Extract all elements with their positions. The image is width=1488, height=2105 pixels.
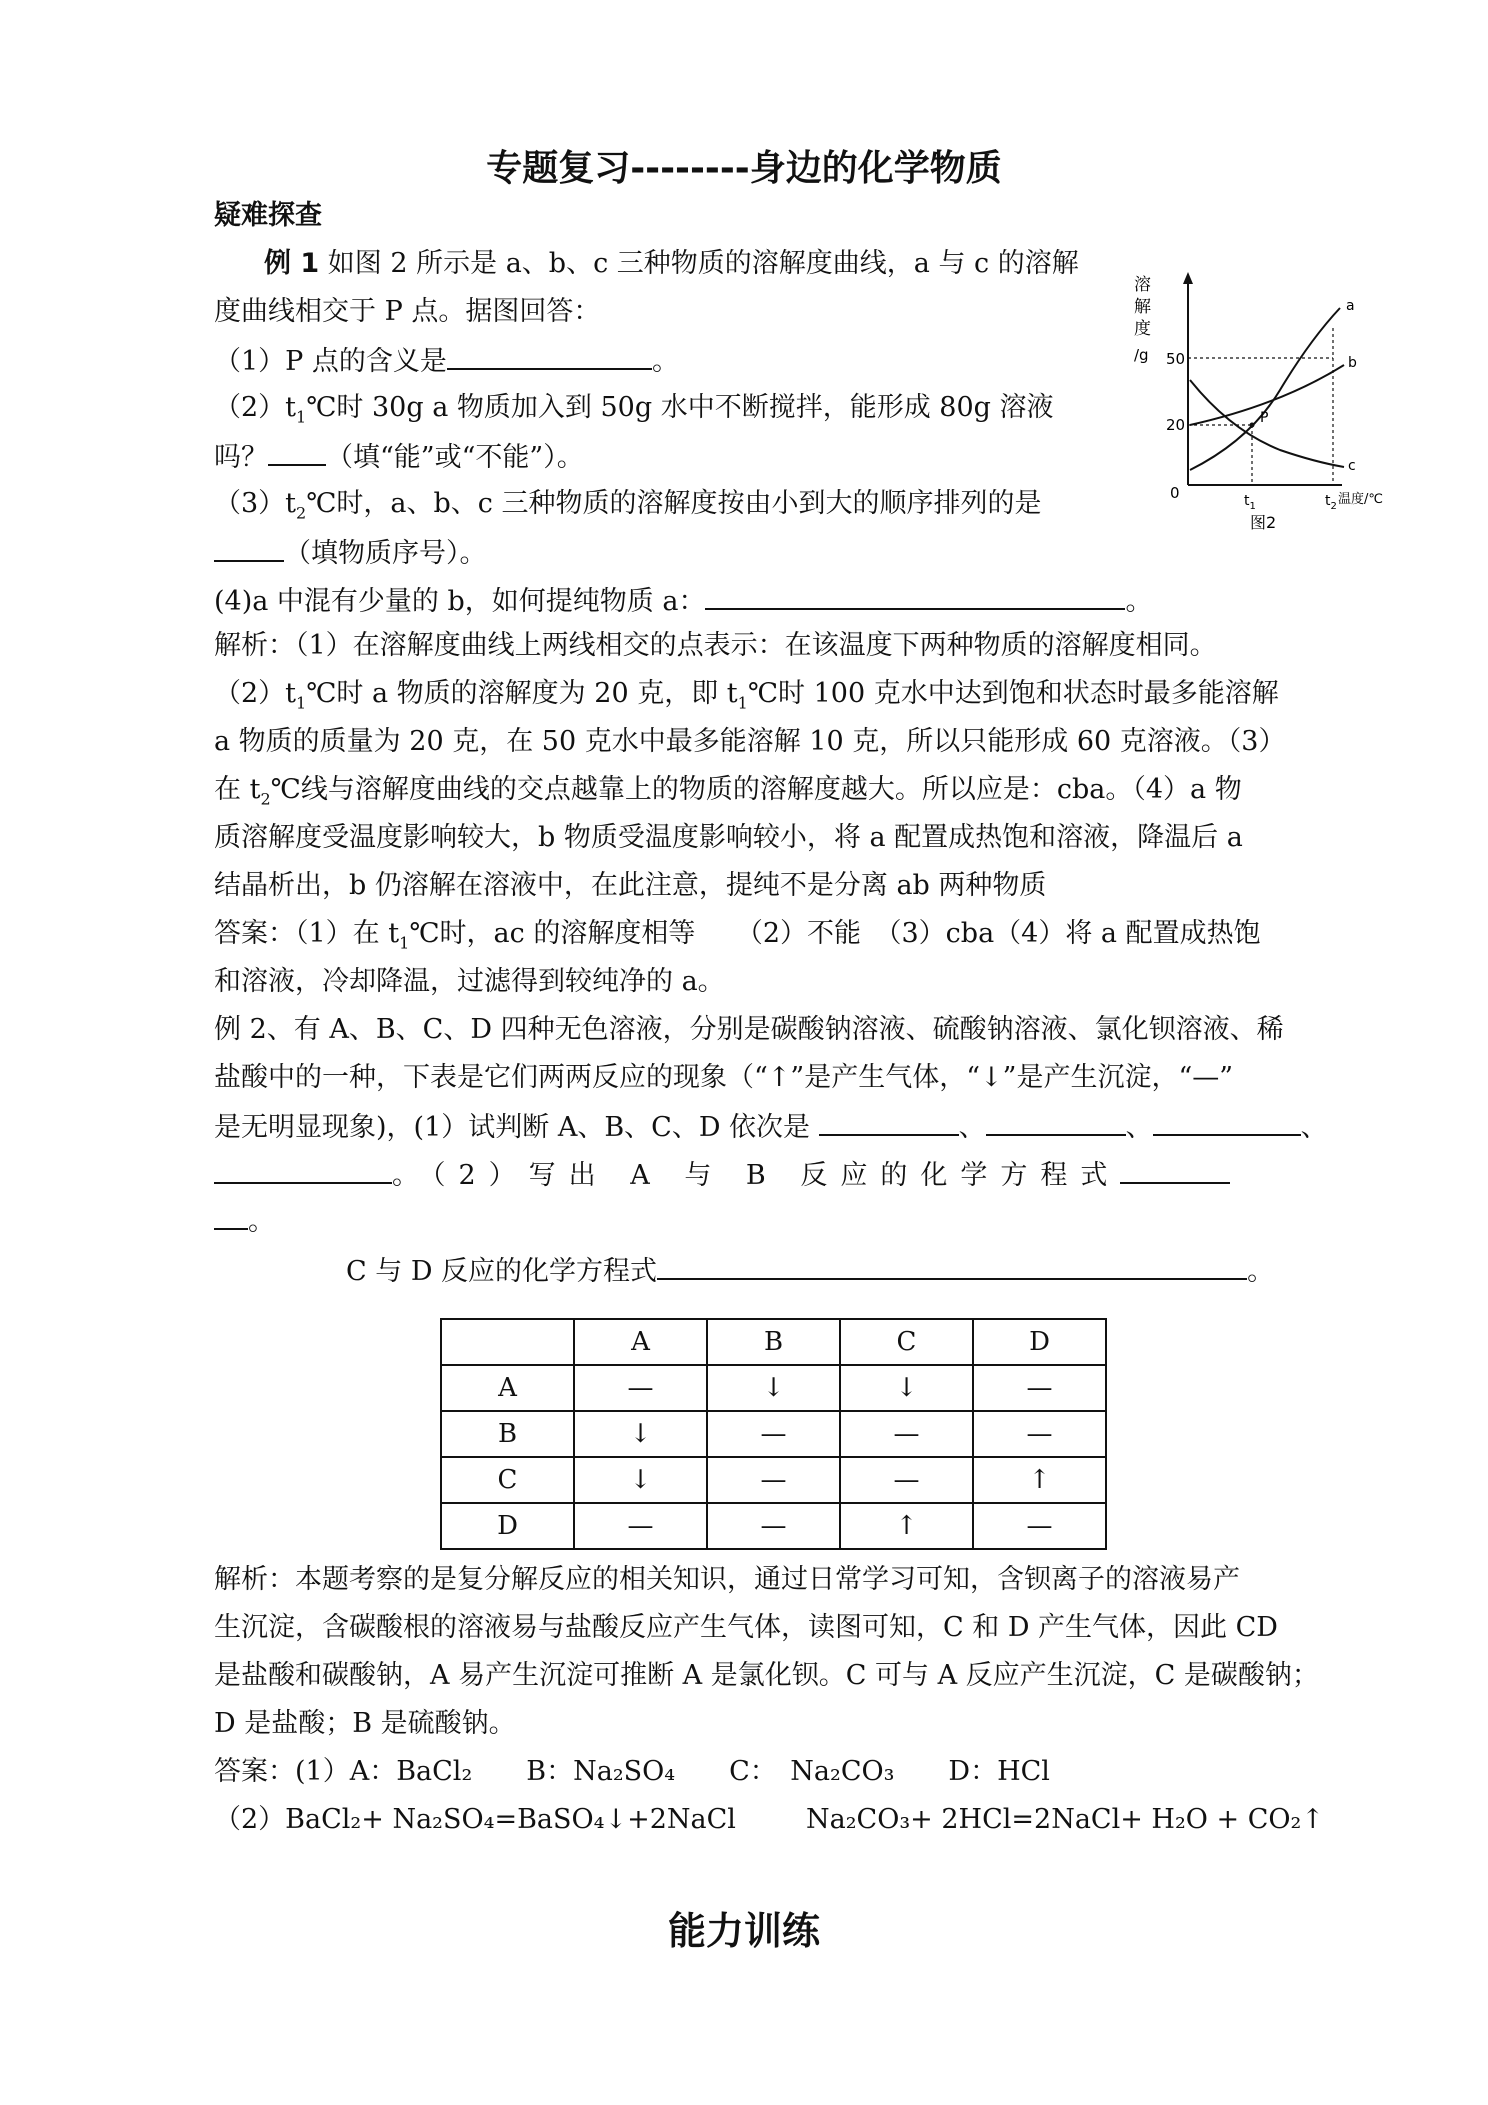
answer-blank (657, 1250, 1247, 1280)
ex2-answer-2a: （2）BaCl₂+ Na₂SO₄=BaSO₄↓+2NaCl (214, 1804, 736, 1835)
table-cell: — (840, 1411, 973, 1457)
answer-blank (986, 1106, 1126, 1136)
curve-c-label: c (1348, 458, 1356, 474)
graph-ylabel-3: 度 (1134, 319, 1151, 339)
table-cell: — (973, 1365, 1106, 1411)
ex1-answer-1 (214, 914, 1261, 963)
text: 在 t (214, 774, 261, 805)
text: ℃时，ac 的溶解度相等 （2）不能 （3）cba（4）将 a 配置成热饱 (409, 918, 1261, 949)
table-cell: ↓ (840, 1365, 973, 1411)
answer-blank (447, 340, 652, 370)
table-cell: A (574, 1319, 707, 1365)
table-cell: B (707, 1319, 840, 1365)
ex2-analysis-2: 生沉淀，含碳酸根的溶液易与盐酸反应产生气体，读图可知，C 和 D 产生气体，因此 CD (214, 1612, 1278, 1643)
table-row (441, 1457, 1106, 1503)
solubility-graph (1130, 270, 1390, 540)
graph-y-arrow (1183, 272, 1193, 284)
ex1-question-1 (214, 340, 679, 382)
ex1-analysis-3: a 物质的质量为 20 克，在 50 克水中最多能溶解 10 克，所以只能形成 60 克溶液。（3） (214, 726, 1286, 757)
table-cell: — (840, 1457, 973, 1503)
table-cell: C (840, 1319, 973, 1365)
text: 。 (248, 1206, 275, 1237)
table-cell: B (441, 1411, 574, 1457)
ex1-q2-text-c: 吗？ (214, 442, 268, 473)
table-cell: C (441, 1457, 574, 1503)
ex1-question-3 (214, 484, 1042, 533)
table-cell: D (441, 1503, 574, 1549)
table-cell: D (973, 1319, 1106, 1365)
table-cell: — (707, 1411, 840, 1457)
ex2-line-4 (214, 1154, 1230, 1196)
ex1-answer-2: 和溶液，冷却降温，过滤得到较纯净的 a。 (214, 966, 725, 997)
text: ℃时 100 克水中达到饱和状态时最多能溶解 (747, 678, 1279, 709)
ex1-q1-text: （1）P 点的含义是 (214, 346, 447, 377)
subscript: 1 (399, 933, 410, 953)
curve-b-label: b (1348, 355, 1357, 371)
subscript: 2 (260, 789, 271, 809)
ex2-line-1: 例 2、有 A、B、C、D 四种无色溶液，分别是碳酸钠溶液、硫酸钠溶液、氯化钡溶液、稀 (214, 1014, 1284, 1045)
text: 是无明显现象)，(1）试判断 A、B、C、D 依次是 (214, 1112, 811, 1143)
table-cell: — (707, 1503, 840, 1549)
subscript: 1 (296, 693, 307, 713)
ex1-q4-end: 。 (1125, 586, 1153, 617)
table-cell: ↑ (973, 1457, 1106, 1503)
ex1-question-2-cont (214, 436, 584, 478)
answer-blank (1153, 1106, 1301, 1136)
ex1-q3-text-b: ℃时，a、b、c 三种物质的溶解度按由小到大的顺序排列的是 (306, 488, 1042, 519)
ex2-analysis-3: 是盐酸和碳酸钠，A 易产生沉淀可推断 A 是氯化钡。C 可与 A 反应产生沉淀，C 是碳酸钠； (214, 1660, 1319, 1691)
ex2-answer-1: 答案：(1）A：BaCl₂ B：Na₂SO₄ C： Na₂CO₃ D：HCl (214, 1756, 1050, 1787)
ex1-q2-text-d: （填“能”或“不能”）。 (326, 442, 584, 473)
text: 、 (958, 1112, 986, 1143)
curve-a (1190, 308, 1340, 470)
reaction-table (440, 1318, 1107, 1550)
ex1-q4-text: (4)a 中混有少量的 b，如何提纯物质 a： (214, 586, 706, 617)
graph-xlabel: 温度/℃ (1338, 492, 1383, 507)
ex2-line-5 (214, 1200, 275, 1242)
answer-blank (268, 436, 326, 466)
section-heading-training: 能力训练 (667, 1909, 820, 1953)
ex1-line-2: 度曲线相交于 P 点。据图回答： (214, 296, 601, 327)
ex1-question-3-cont (214, 532, 487, 574)
answer-blank (214, 532, 284, 562)
graph-y20: 20 (1166, 416, 1186, 434)
table-cell: — (973, 1503, 1106, 1549)
ex1-q3-text-a: （3）t (214, 488, 297, 519)
ex2-analysis-4: D 是盐酸；B 是硫酸钠。 (214, 1708, 516, 1739)
table-cell (441, 1319, 574, 1365)
graph-t1: $t_1$ (1244, 493, 1256, 512)
ex1-text-1: 如图 2 所示是 a、b、c 三种物质的溶解度曲线，a 与 c 的溶解 (327, 248, 1079, 279)
graph-t2: $t_2$ (1325, 493, 1337, 512)
graph-y50: 50 (1166, 350, 1186, 368)
ex2-line-6 (346, 1250, 1274, 1292)
text: ℃时 a 物质的溶解度为 20 克，即 t (306, 678, 738, 709)
ex1-q2-text-b: ℃时 30g a 物质加入到 50g 水中不断搅拌，能形成 80g 溶液 (306, 392, 1054, 423)
ex1-q3-text-c: （填物质序号）。 (284, 538, 487, 569)
table-cell: ↑ (840, 1503, 973, 1549)
text: 。 (1247, 1256, 1275, 1287)
ex1-q1-end: 。 (651, 346, 679, 377)
ex1-q2-text-a: （2）t (214, 392, 297, 423)
ex1-analysis-2 (214, 674, 1279, 723)
ex1-label: 例 1 (264, 248, 320, 279)
answer-blank (214, 1200, 248, 1230)
subscript: 1 (296, 407, 307, 427)
table-cell: ↓ (574, 1457, 707, 1503)
answer-blank (705, 580, 1125, 610)
text: 答案：（1）在 t (214, 918, 400, 949)
ex1-question-4 (214, 580, 1152, 622)
ex2-analysis-1: 解析：本题考察的是复分解反应的相关知识，通过日常学习可知，含钡离子的溶液易产 (214, 1564, 1240, 1595)
table-cell: ↓ (574, 1411, 707, 1457)
text: （2）t (214, 678, 297, 709)
table-cell: ↓ (707, 1365, 840, 1411)
subscript: 2 (296, 503, 307, 523)
point-p-label: P (1260, 410, 1269, 426)
subscript: 1 (737, 693, 748, 713)
ex2-answer-2b: Na₂CO₃+ 2HCl=2NaCl+ H₂O + CO₂↑ (806, 1804, 1324, 1835)
answer-blank (819, 1106, 959, 1136)
table-cell: — (574, 1503, 707, 1549)
answer-blank (1120, 1154, 1230, 1184)
table-cell: — (973, 1411, 1106, 1457)
graph-ylabel-2: 解 (1134, 297, 1151, 317)
graph-ylabel-1: 溶 (1134, 275, 1151, 295)
answer-blank (214, 1154, 392, 1184)
ex1-question-2 (214, 388, 1054, 437)
text: 、 (1300, 1112, 1328, 1143)
text: 。（2）写出 A 与 B 反应的化学方程式 (392, 1160, 1121, 1191)
page-title: 专题复习--------身边的化学物质 (486, 148, 1002, 189)
curve-a-label: a (1346, 298, 1355, 314)
graph-caption: 图2 (1250, 513, 1277, 532)
ex1-analysis-6: 结晶析出，b 仍溶解在溶液中，在此注意，提纯不是分离 ab 两种物质 (214, 870, 1047, 901)
graph-origin: 0 (1170, 484, 1180, 502)
table-row (441, 1411, 1106, 1457)
text: 、 (1125, 1112, 1153, 1143)
ex2-line-2: 盐酸中的一种，下表是它们两两反应的现象（“↑”是产生气体，“↓”是产生沉淀，“—” (214, 1062, 1234, 1093)
table-cell: A (441, 1365, 574, 1411)
ex1-line-1 (264, 244, 1079, 284)
table-cell: — (707, 1457, 840, 1503)
ex1-analysis-4 (214, 770, 1242, 819)
text: ℃线与溶解度曲线的交点越靠上的物质的溶解度越大。所以应是：cba。（4）a 物 (270, 774, 1242, 805)
table-row (441, 1503, 1106, 1549)
table-row (441, 1319, 1106, 1365)
section-heading-difficulty: 疑难探查 (214, 200, 322, 231)
point-p-marker (1250, 423, 1255, 428)
text: C 与 D 反应的化学方程式 (346, 1256, 658, 1287)
ex1-analysis-5: 质溶解度受温度影响较大，b 物质受温度影响较小，将 a 配置成热饱和溶液，降温后 a (214, 822, 1243, 853)
graph-yunit: /g (1134, 346, 1149, 364)
table-row (441, 1365, 1106, 1411)
ex2-line-3 (214, 1106, 1328, 1148)
table-cell: — (574, 1365, 707, 1411)
ex1-analysis-1: 解析：（1）在溶解度曲线上两线相交的点表示：在该温度下两种物质的溶解度相同。 (214, 630, 1217, 661)
